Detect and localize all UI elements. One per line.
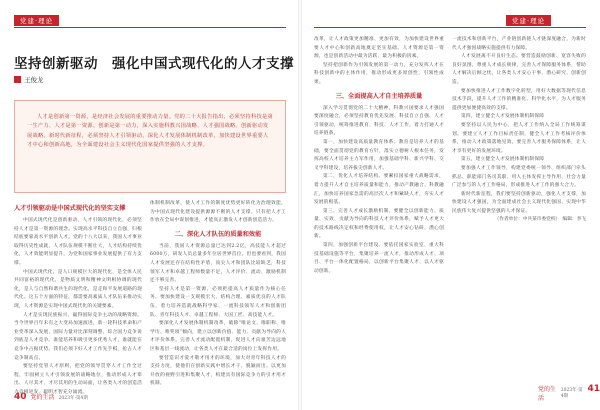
- paragraph: 人才发展离不开良好生态。要营造鼓励创新、宽容失败的良好氛围，尊重人才成长规律，完善人才保障服务体系，帮助人才解决后顾之忧，让各类人才安心干事、潜心研究、创新创造。: [452, 54, 586, 85]
- section-heading-2: 二、深化人才队伍的质量和效能: [174, 230, 262, 238]
- left-footer: [14, 392, 88, 402]
- issue-label: 2023年·第4期: [58, 396, 88, 401]
- sub-heading: 第五，建立健全人才发展体制机制保障: [461, 157, 545, 163]
- issue-label: 2023年·第4期: [560, 388, 583, 399]
- left-header: [14, 14, 59, 26]
- author-row: [14, 75, 44, 84]
- paragraph: 第三，完善人才成长激励机制。要健全以创新能力、质量、实效、贡献为导向的科技人才评价体系，赋予人才更大的技术路线决定权和经费使用权，让人才安心钻研、潜心创新。: [314, 208, 444, 240]
- paragraph: 第二，优化人才培养结构。要紧扣国家重大战略需求，着力提升人才自主培养质量和能力，推动产教融合、科教融汇，加快培养国家急需的高层次人才和紧缺人才，夯实人才发展的根基。: [314, 174, 444, 206]
- paragraph: 中国式现代化是创新驱动、人才引领的现代化，必须坚持人才是第一资源的理念。实现高水平科技自立自强，归根结底要靠高水平创新人才。党的十八大以来，我国人才事业取得历史性成就，人才队伍规模不断壮大，人才结构持续优化，人才效能明显提升，为党和国家事业发展提供了有力支撑。: [14, 218, 142, 266]
- paragraph: 要坚持以人民为中心，把人才工作纳入全局工作统筹谋划。要建立人才工作目标责任制，健全人才工作考核评价体系，推动人才政策落地见效。要完善人才服务保障体系，让人才享有更好的发展环境。: [452, 122, 586, 154]
- section-heading-3: 三、全面提高人才自主培养质量: [335, 92, 423, 100]
- paragraph: 一流技术和创新平台，产业链创新链人才链深度融合，为新时代人才强国战略实施提供有力保障。: [452, 37, 586, 51]
- magazine-name: 党的生活: [30, 394, 55, 401]
- paragraph: 要加快推进人才工作数字化转型，用好大数据等现代信息技术手段，提升人才工作的精准化、科学化水平，为人才服务提供更加便捷高效的支撑。: [452, 88, 586, 111]
- page-number: 40: [14, 392, 27, 402]
- right-header: [506, 14, 551, 26]
- article-title: 坚持创新驱动 强化中国式现代化的人才支撑: [14, 56, 294, 72]
- paragraph: 要加强人才工作领导，构建党委统一领导、组织部门牵头抓总、职能部门各司其职、用人主体发挥主导作用、社会力量广泛参与的人才工作格局，形成推进人才工作的强大合力。: [452, 165, 586, 189]
- paragraph: 改革，让人才政策更加精准、更加有效，为加快建设世界重要人才中心和创新高地奠定坚实基础。人才资源是第一资源，也是创新活动中最为活跃、最为积极的因素。: [314, 37, 444, 60]
- column-3: [314, 36, 444, 392]
- paragraph: 当前，我国人才资源总量已达到2.2亿，高技能人才超过6000万，研发人员总量多年位居世界首位。但也要看到，我国人才发展还存在结构性矛盾，顶尖人才和团队比较缺乏，科技领军人才和卓越工程师数量不足，人才评价、流动、激励机制还不够完善。: [150, 243, 286, 284]
- header-rule: [314, 27, 586, 28]
- paragraph: 要营造识才爱才敬才用才的环境，加大对青年科技人才的支持力度，使他们在创新实践中增长才干、脱颖而出。以更加开放的视野引进和集聚人才，构建具有国际竞争力的引才用才机制。: [150, 355, 286, 387]
- author-marker-icon: [14, 76, 21, 83]
- column-1: [14, 200, 142, 395]
- section-tag: 党建·理论: [14, 15, 59, 26]
- section-tag: 党建·理论: [506, 15, 551, 26]
- paragraph: 新时代新征程，我们要坚持创新驱动，强化人才支撑，加快建设人才强国，为全面建成社会主义现代化强国、实现中华民族伟大复兴提供坚强的人才保证。: [452, 191, 586, 214]
- magazine-name: 党的生活: [538, 386, 557, 402]
- paragraph: 深入学习贯彻党的二十大精神，科教兴国要求人才强国要深度融合，必须坚持教育优先发展、科技自立自强、人才引领驱动，统筹推进教育、科技、人才工作，着力打通人才培养链条。: [314, 105, 444, 137]
- page-number: 41: [587, 384, 600, 394]
- paragraph: 坚持把创新作为引领发展的第一动力，充分发挥人才在科技创新中的主体作用，推动形成更多原创性、引领性成果。: [314, 62, 444, 85]
- right-footer: [538, 384, 600, 402]
- right-page: [300, 0, 600, 410]
- paragraph: 第一，加快建设高质量教育体系。教育是培养人才的基础，要全面贯彻党的教育方针，落实立德树人根本任务，发挥高校人才培养主力军作用，加强基础学科、新兴学科、交叉学科建设，培养拔尖创新人才。: [314, 139, 444, 171]
- paragraph: 要深化人才发展体制机制改革，破除“唯论文、唯职称、唯学历、唯奖项”倾向，建立以创新价值、能力、贡献为导向的人才评价体系。完善人才流动配置机制，促进人才向艰苦边远地区和基层一线流动，让各类人才在最合适的岗位上发挥作用。: [150, 321, 286, 352]
- section-heading-1: 人才引领驱动是中国式现代化的坚实支撑: [14, 205, 126, 212]
- header-rule: [14, 27, 286, 28]
- paragraph: 中国式现代化，是人口规模巨大的现代化，是全体人民共同富裕的现代化，是物质文明和精神文明相协调的现代化，是人与自然和谐共生的现代化，是走和平发展道路的现代化。这五个方面的特征，都需要高素质人才队伍来推动实现，人才资源是实现中国式现代化的关键要素。: [14, 269, 142, 309]
- column-4: [452, 36, 586, 392]
- paragraph: 人才是实现民族振兴、赢得国际竞争主动的战略资源。当今世界百年未有之大变局加速演进，新一轮科技革命和产业变革深入发展，国际力量对比深刻调整，综合国力竞争说到底是人才竞争。谁能培养和吸引更多优秀人才，谁就能在竞争中占据优势。我们必须下好人才工作先手棋，抢占人才竞争制高点。: [14, 312, 142, 361]
- abstract-text: 人才是创新第一资源，是经济社会发展的重要推动力量。党的二十大报告指出，必须坚持科技是第一生产力、人才是第一资源、创新是第一动力，深入实施科教兴国战略、人才强国战略、创新驱动发展战略。新时代新征程，必须坚持人才引领驱动，深化人才发展体制机制改革，加快建设世界重要人才中心和创新高地，为全面建设社会主义现代化国家提供坚强的人才支撑。: [27, 114, 273, 149]
- abstract-box: [14, 100, 286, 193]
- paragraph: 体制机制改革，使人才工作的制度优势更好转化为治理效能，为中国式现代化建设提供源源不断的人才支撑。只有把人才工作放在全局中谋划推进，才能真正激发人才创新创造活力。: [150, 201, 286, 224]
- author-affiliation: （作者单位：中共某市委党校） 编辑：李飞: [494, 217, 586, 223]
- paragraph: 坚持人才是第一资源，必须把提高人才质量作为核心任务。要加快建设一支规模宏大、结构合理、素质优良的人才队伍，着力培养造就战略科学家、一流科技领军人才和创新团队、青年科技人才、卓越工程师、大国工匠、高技能人才。: [150, 286, 286, 318]
- column-2: [150, 200, 286, 390]
- paragraph: 要坚持党管人才原则，把党的领导贯穿人才工作全过程，牢固树立人才引领发展的战略地位，推动形成人才辈出、人尽其才、才尽其用的生动局面，让各类人才的创造活力竞相迸发、聪明才智充分涌流。: [14, 364, 142, 395]
- sub-heading: 第四，建立健全人才发展体制机制保障: [461, 114, 545, 120]
- paragraph: 第四，加强创新平台建设。要依托国家实验室、重大科技基础设施等平台，集聚培养一流人才，推动形成人才、项目、平台一体化配置格局，以创新平台集聚人才、以人才驱动创新。: [314, 243, 444, 274]
- author-name: 王俊龙: [24, 76, 44, 84]
